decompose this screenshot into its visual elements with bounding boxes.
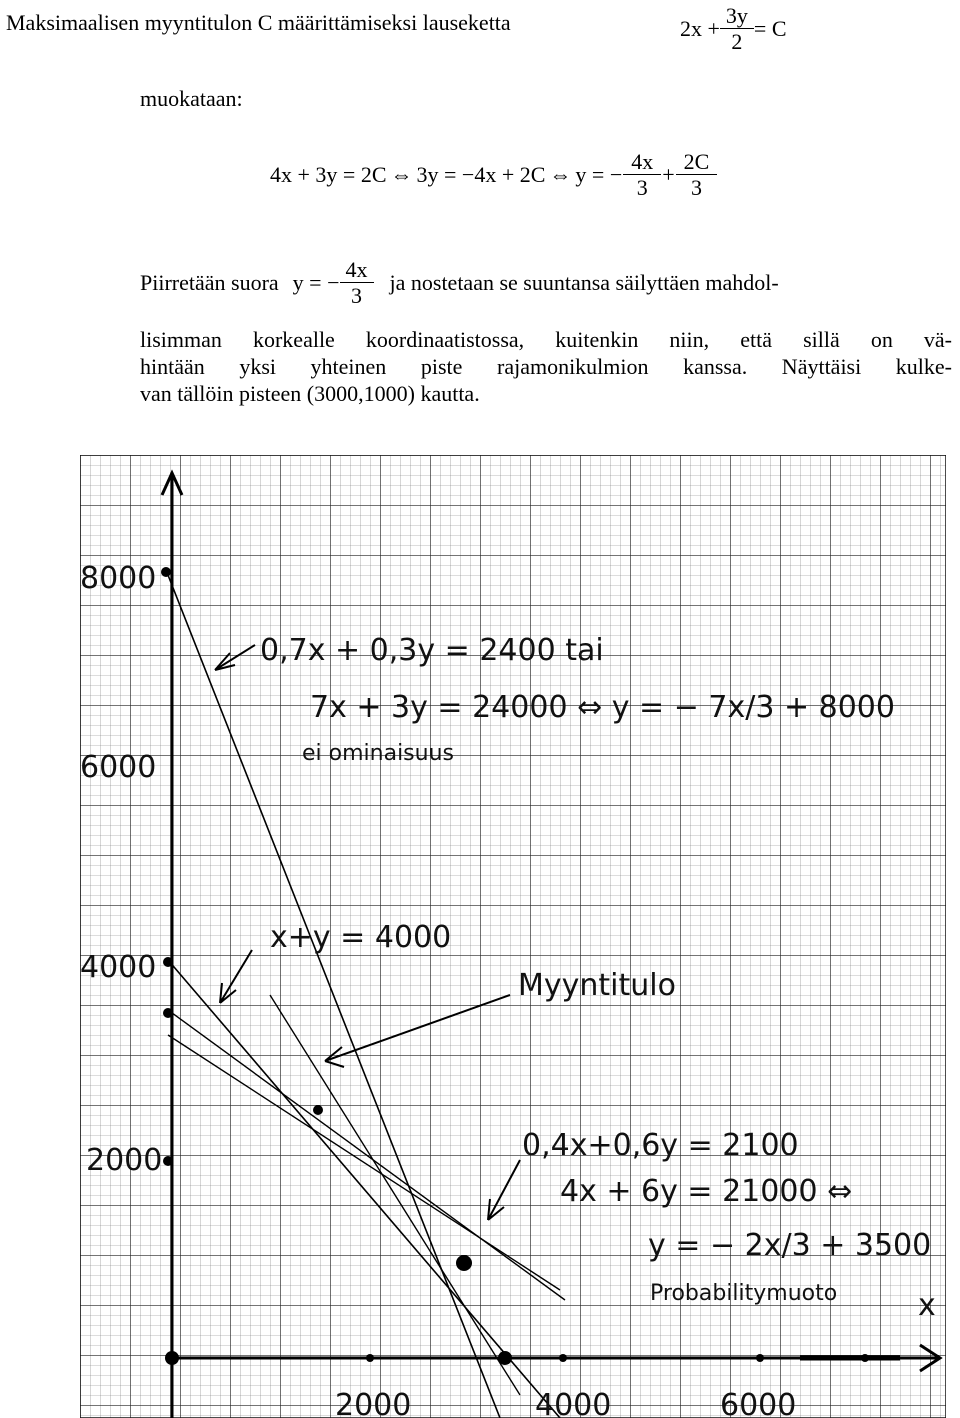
fraction-denominator: 3 [676, 174, 718, 199]
fraction-numerator: 3y [725, 3, 748, 28]
fraction [723, 4, 751, 53]
eq-b: 3y = −4x + 2C [416, 161, 546, 187]
eq-a: 4x + 3y = 2C [270, 161, 387, 187]
y-tick-label: 4000 [80, 950, 157, 985]
paragraph-line: hintään yksi yhteinen piste rajamonikulmion kanssa. Näyttäisi kulke- [140, 354, 952, 379]
fraction-denominator: 3 [623, 174, 661, 199]
intro-line [6, 10, 511, 36]
iff-symbol-1: ⇔ [390, 161, 413, 187]
fraction [679, 150, 715, 199]
intro-text: Maksimaalisen myyntitulon C määrittämiseksi lauseketta [6, 10, 511, 35]
derivation [268, 150, 716, 199]
x-axis-label: x [918, 1288, 936, 1323]
point [161, 567, 171, 577]
x-tick-label: 4000 [535, 1388, 612, 1418]
expr-left: 2x + [680, 15, 720, 41]
point [559, 1354, 567, 1362]
paragraph-eq-start: y = − [292, 269, 340, 295]
y-tick-label: 2000 [86, 1143, 163, 1178]
x-tick-label: 2000 [335, 1388, 412, 1418]
note4-line3: y = − 2x/3 + 3500 [648, 1228, 932, 1263]
fraction [626, 150, 658, 199]
point [165, 1351, 179, 1365]
note-myyntitulo: Myyntitulo [518, 968, 676, 1003]
paragraph-start: Piirretään suora [140, 269, 279, 295]
note4-line2: 4x + 6y = 21000 ⇔ [560, 1174, 853, 1209]
intro-expression [680, 4, 787, 53]
eq-c-plus: + [662, 161, 675, 187]
note-line3: ei ominaisuus [302, 741, 454, 766]
note-x-plus-y: x+y = 4000 [270, 920, 452, 955]
fraction-denominator: 3 [340, 282, 374, 307]
paragraph-rest-first: ja nostetaan se suuntansa säilyttäen mahdol- [389, 269, 779, 295]
fraction-numerator: 2C [683, 149, 710, 174]
note4-line4: Probabilitymuoto [650, 1281, 838, 1306]
iff-symbol-2: ⇔ [549, 161, 572, 187]
graph-paper [80, 455, 946, 1418]
paragraph-line: van tällöin pisteen (3000,1000) kautta. [140, 381, 480, 406]
fraction [343, 258, 371, 307]
point [366, 1354, 374, 1362]
paragraph-first-line [140, 258, 952, 307]
paragraph-body [140, 326, 952, 407]
y-tick-label: 6000 [80, 750, 157, 785]
handdrawn-graph [80, 455, 946, 1418]
point [756, 1354, 764, 1362]
fraction-denominator: 2 [720, 28, 754, 53]
paragraph-line: lisimman korkealle koordinaatistossa, kuitenkin niin, että sillä on vä- [140, 327, 952, 352]
expr-right: = C [753, 15, 787, 41]
line-muokataan: muokataan: [140, 86, 243, 111]
point [163, 1156, 173, 1166]
note-line1: 0,7x + 0,3y = 2400 tai [260, 633, 604, 668]
point [163, 1008, 173, 1018]
point [498, 1351, 512, 1365]
fraction-numerator: 4x [631, 149, 654, 174]
x-tick-label: 6000 [720, 1388, 797, 1418]
y-tick-label: 8000 [80, 561, 157, 596]
fraction-numerator: 4x [345, 257, 368, 282]
note-line2: 7x + 3y = 24000 ⇔ y = − 7x/3 + 8000 [310, 690, 895, 725]
point [456, 1255, 472, 1271]
point [163, 957, 173, 967]
point [313, 1105, 323, 1115]
note4-line1: 0,4x+0,6y = 2100 [522, 1128, 799, 1163]
eq-c-start: y = − [575, 161, 623, 187]
